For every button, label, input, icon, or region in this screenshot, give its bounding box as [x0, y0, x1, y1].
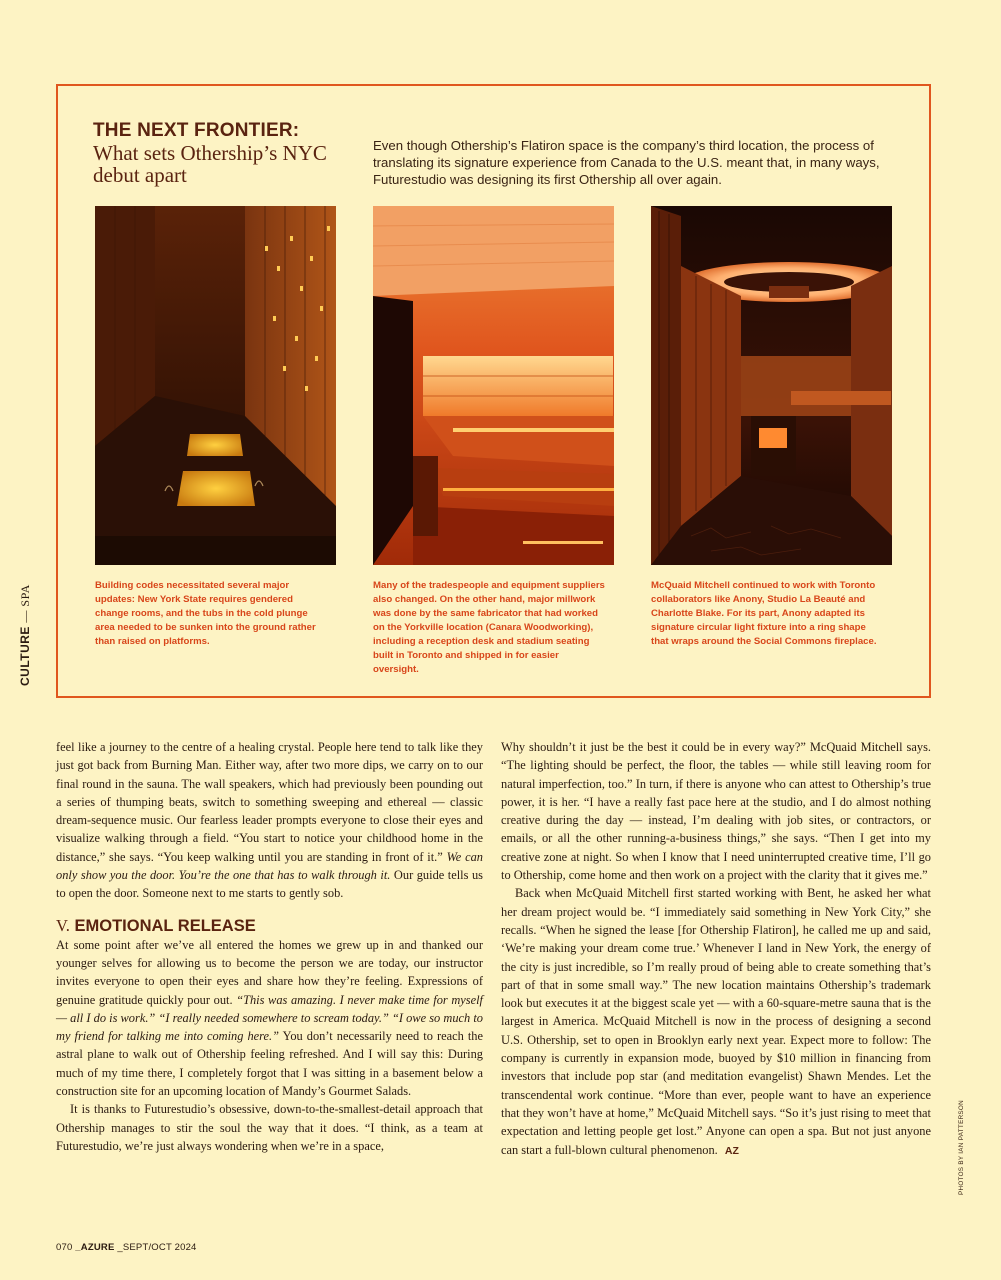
feature-heading	[93, 120, 343, 186]
feature-title: THE NEXT FRONTIER:	[93, 120, 300, 141]
article-paragraph	[56, 738, 483, 903]
text-run: feel like a journey to the centre of a healing crystal. People here tend to talk like they just got back from Burning Man. Either way, after two more dips, we carry on to our final round in the sauna. The wall speakers, which had previously been pounding out a series of thumping beats, switch to something sweeping and ethereal — classic dream-sequence music. Our fearless leader prompts everyone to close their eyes and visualize walking through a field. “You start to notice your childhood home in the distance,” she says. “You keep walking until you are standing in front of it.”	[56, 740, 483, 864]
magazine-name: _AZURE	[75, 1242, 115, 1253]
text-run: You don’t necessarily need to reach the astral plane to walk out of Othership feeling refreshed. And I will say this: During much of my time there, I completely forgot that I was sitting in a basement below a construction site for an upcoming location of Mandy’s Gourmet Salads.	[56, 1029, 483, 1099]
feature-subtitle: What sets Othership’s NYC debut apart	[93, 141, 327, 187]
photo-cold-plunge	[95, 206, 336, 565]
article-paragraph	[56, 936, 483, 1101]
article-paragraph: It is thanks to Futurestudio’s obsessive, down-to-the-smallest-detail approach that Othership manages to stir the soul the way that it does. “I think, as a team at Futurestudio, we’re just always wondering when we’re in a space,	[56, 1102, 483, 1153]
italic-quote: We can only show you the door. You’re the one that has to walk through it.	[56, 849, 483, 883]
end-mark: AZ	[724, 1144, 739, 1157]
section-separator: —	[18, 606, 32, 627]
photo-caption-1: Building codes necessitated several major updates: New York State requires gendered change rooms, and the tubs in the cold plunge area needed to be sunken into the ground rather than raised on platforms.	[95, 580, 316, 647]
photo-caption-2: Many of the tradespeople and equipment suppliers also changed. On the other hand, major millwork was done by the same fabricator that had worked on the Yorkville location (Canara Woodworking), including a reception desk and stadium seating built in Toronto and shipped in for easier oversight.	[373, 580, 605, 675]
subsection-name: SPA	[18, 584, 32, 607]
photo-caption-3: McQuaid Mitchell continued to work with Toronto collaborators like Anony, Studio La Beauté and Charlotte Blake. For its part, Anony adapted its signature circular light fixture into a ring shape that wraps around the Social Commons fireplace.	[651, 580, 877, 647]
text-run: Back when McQuaid Mitchell first started working with Bent, he asked her what her dream project would be. “I immediately said something in New York City,” she recalls. “When he signed the lease [for Othership Flatiron], he called me up and said, ‘We’re making your dream come true.’ Whenever I land in New York, the energy of the city is just incredible, so I’m really proud of being able to create something that’s part of that in some small way.” The new location maintains Othership’s trademark look but executes it at the biggest scale yet — with a 60-square-metre sauna that is the largest in America. McQuaid Mitchell is now in the process of designing a second U.S. Othership, set to open in Brooklyn early next year. Expect more to follow: The company is currently in expansion mode, buoyed by $10 million in financing from investors that include pop star (and meditation evangelist) Shawn Mendes. Let the transcendental work continue. “More than ever, people want to have an experience that they won’t have at home,” McQuaid Mitchell says. “So it’s just rising to meet that expectation and letting people get lost.” Anyone can open a spa. But not just anyone can start a full-blown cultural phenomenon.	[501, 886, 931, 1157]
italic-quote: “This was amazing. I never make time for myself — all I do is work.” “I really needed somewhere to scream today.” “I owe so much to my friend for talking me into coming here.”	[56, 992, 483, 1044]
photo-credit: PHOTOS BY IAN PATTERSON	[958, 1100, 965, 1195]
section-heading	[56, 916, 483, 936]
section-title: EMOTIONAL RELEASE	[74, 916, 256, 935]
section-numeral: V.	[56, 915, 70, 935]
feature-intro: Even though Othership’s Flatiron space is the company’s third location, the process of translating its signature experience from Canada to the U.S. meant that, in many ways, Futurestudio was designing its first Othership all over again.	[373, 138, 880, 187]
text-run: At some point after we’ve all entered the homes we grew up in and thanked our younger selves for allowing us to become the person we are today, our instructor invites everyone to open their eyes and share how they’re feeling. Expressions of genuine gratitude quickly pour out.	[56, 937, 483, 1007]
article-column-left	[56, 738, 483, 1155]
article-paragraph	[501, 884, 931, 1159]
photo-sauna	[373, 206, 614, 565]
section-label	[18, 584, 33, 686]
folio	[56, 1242, 197, 1253]
article-paragraph: Why shouldn’t it just be the best it could be in every way?” McQuaid Mitchell says. “The lighting should be perfect, the floor, the tables — while still leaving room for natural imperfection, too.” In turn, if there is anyone who can attest to Othership’s true power, it is her. “I have a really fast pace here at the studio, and I do almost nothing creative during the day — instead, I’m dealing with job sites, or contractors, or emails, or all the other running-a-business things,” she says. “Then I get into my creative zone at night. So when I know that I need uninterrupted creative time, I’ll go to Othership, come home and then work on a project with the clarity that it gives me.”	[501, 740, 931, 883]
article-column-right	[501, 738, 931, 1160]
issue-date: _SEPT/OCT 2024	[114, 1242, 197, 1253]
photo-social-commons	[651, 206, 892, 565]
page-number: 070	[56, 1242, 76, 1253]
text-run: Our guide tells us to open the door. Someone next to me starts to gently sob.	[56, 868, 483, 901]
section-name: CULTURE	[18, 626, 32, 686]
